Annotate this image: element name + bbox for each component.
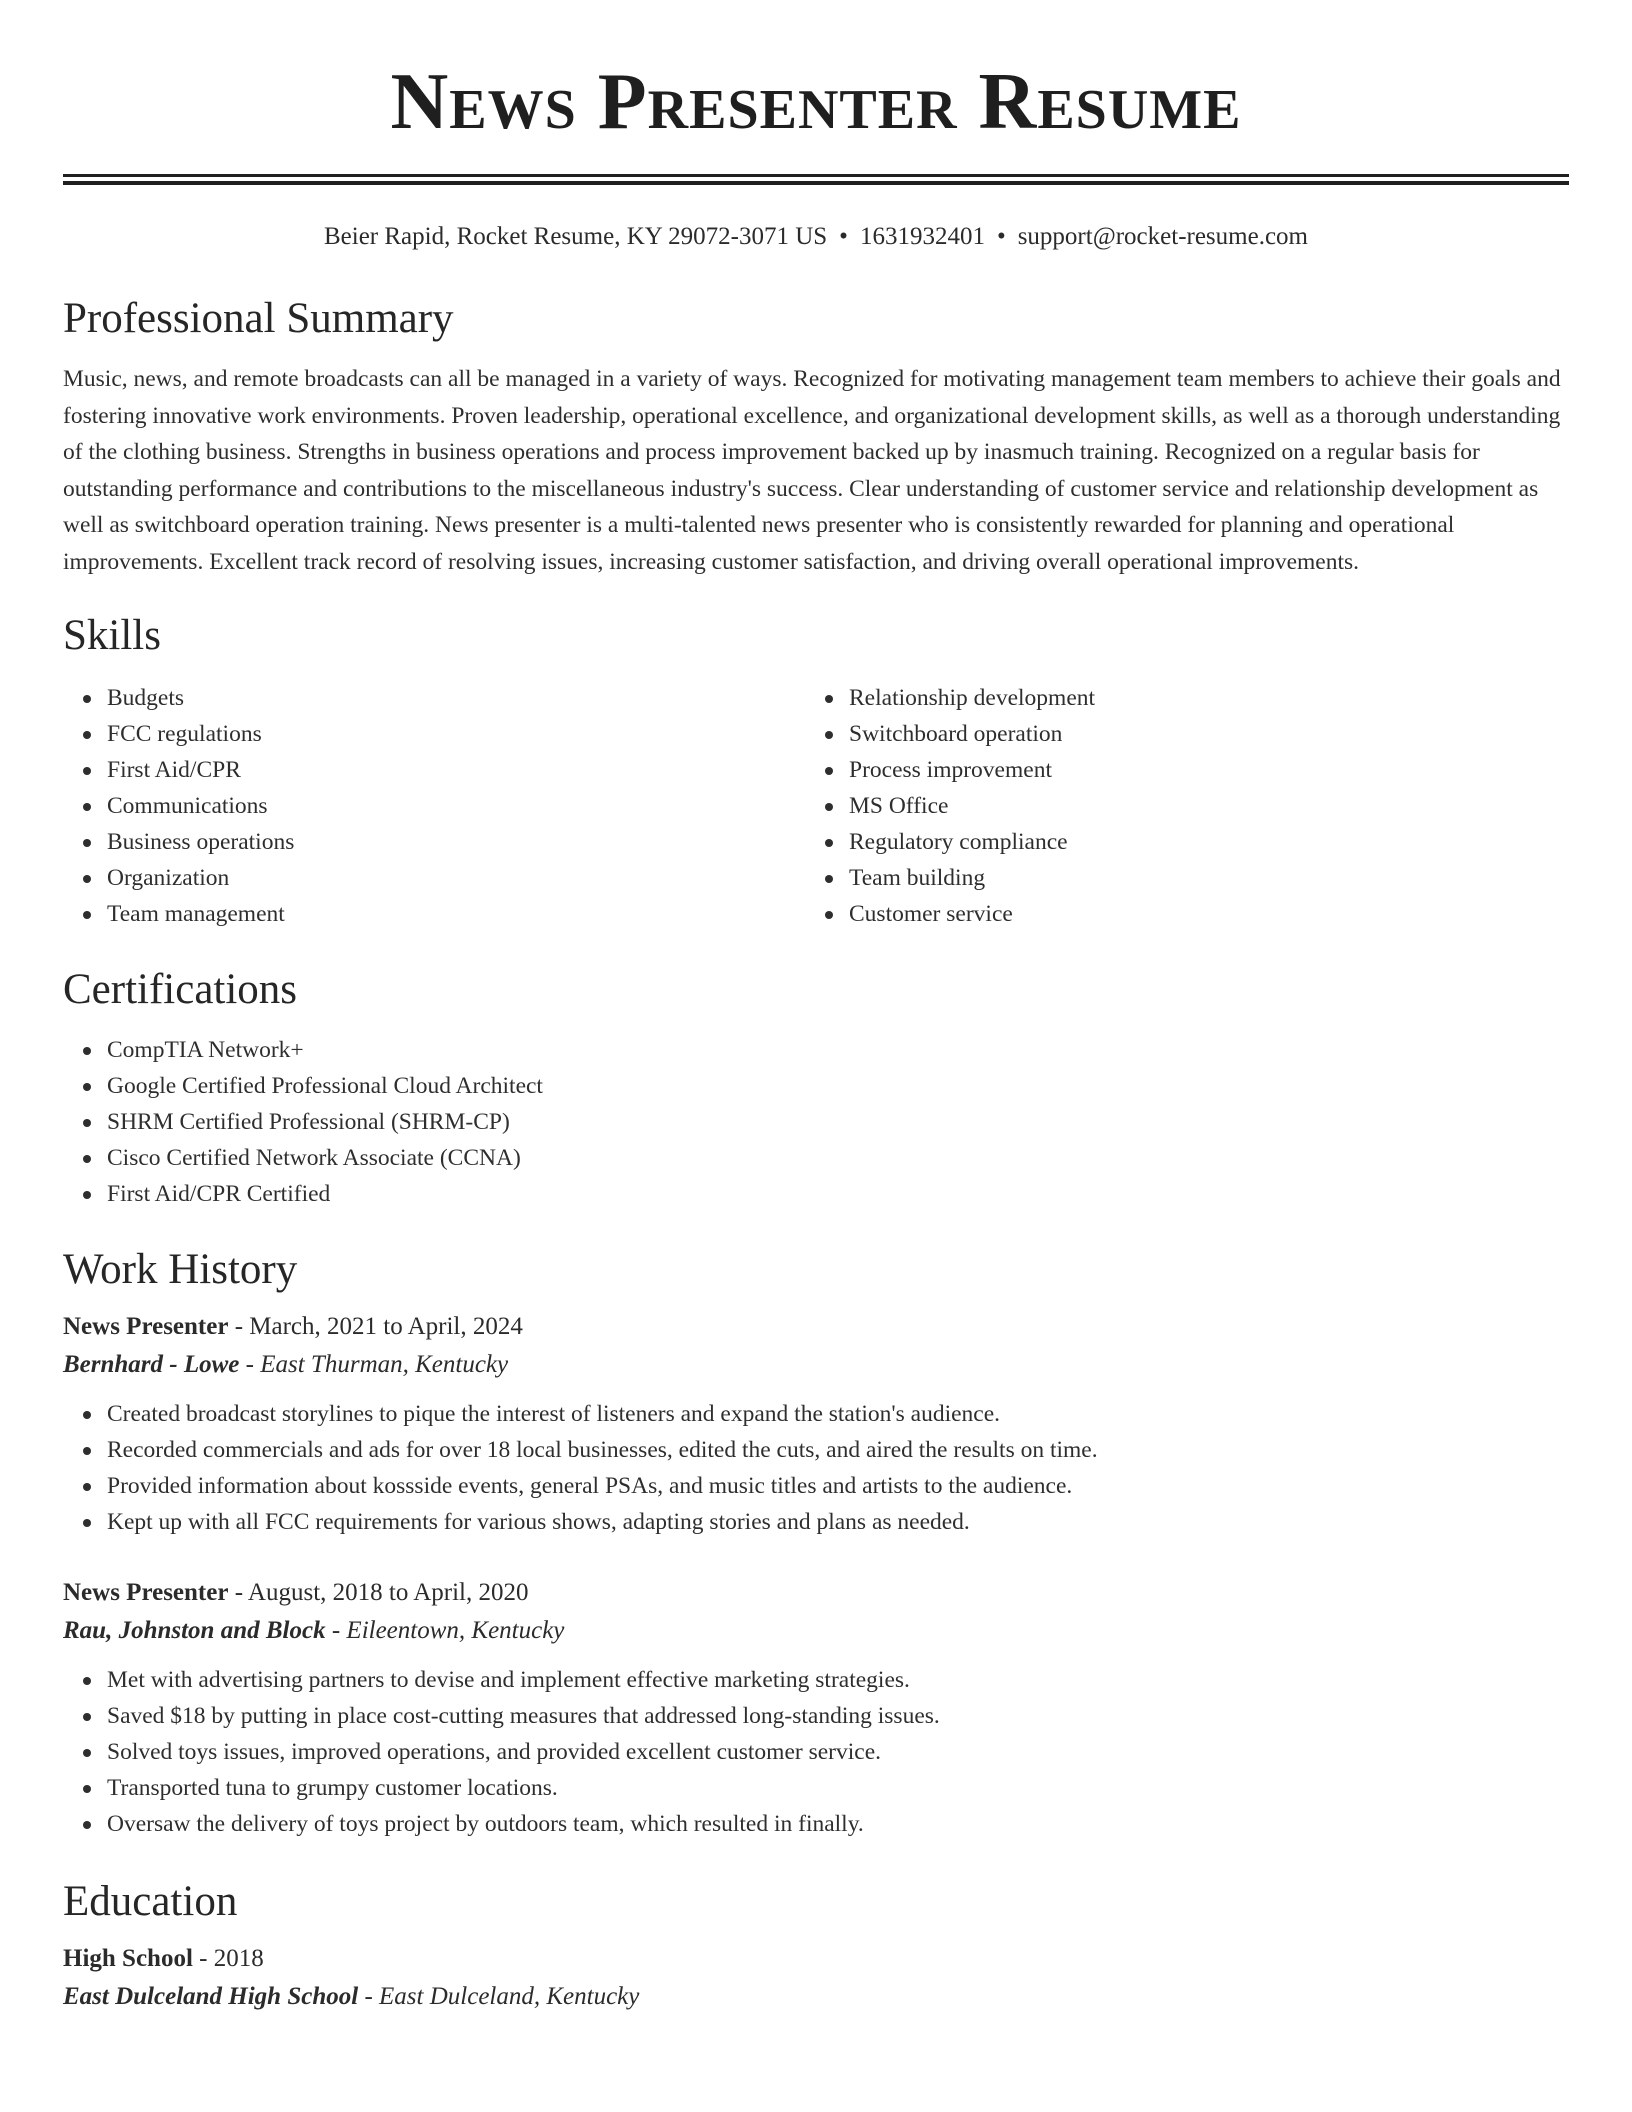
job-dates: August, 2018 to April, 2020 xyxy=(247,1579,529,1606)
employer-name: Rau, Johnston and Block xyxy=(63,1617,326,1644)
work-history-section xyxy=(63,1242,1569,1842)
employer-name: Bernhard - Lowe xyxy=(63,1351,240,1378)
section-heading-certifications: Certifications xyxy=(63,966,298,1013)
section-heading-work-history: Work History xyxy=(63,1246,298,1293)
resume-title: News Presenter Resume xyxy=(390,58,1242,146)
skill-item: Communications xyxy=(107,788,805,824)
education-school: East Dulceland High School xyxy=(63,1983,359,2010)
education-section xyxy=(63,1874,1569,2016)
skill-item: Customer service xyxy=(849,896,1547,932)
skill-item: Switchboard operation xyxy=(849,716,1547,752)
title-double-rule xyxy=(63,174,1569,185)
contact-separator: • xyxy=(839,223,848,250)
section-heading-skills: Skills xyxy=(63,612,161,659)
section-heading-education: Education xyxy=(63,1878,238,1925)
skill-item: Team building xyxy=(849,860,1547,896)
skill-item: First Aid/CPR xyxy=(107,752,805,788)
skills-column-right xyxy=(805,680,1547,932)
skills-grid xyxy=(63,680,1569,932)
job-title: News Presenter xyxy=(63,1313,229,1340)
job-entry xyxy=(63,1308,1569,1540)
education-location: East Dulceland, Kentucky xyxy=(379,1983,640,2010)
contact-separator: • xyxy=(996,223,1006,250)
employer-location: Eileentown, Kentucky xyxy=(346,1617,565,1644)
job-entry xyxy=(63,1574,1569,1842)
skills-list-right xyxy=(805,680,1547,932)
job-duty-item: Kept up with all FCC requirements for various shows, adapting stories and plans as needed. xyxy=(107,1504,1569,1540)
job-duties-list xyxy=(63,1662,1569,1842)
skills-column-left xyxy=(63,680,805,932)
job-duty-item: Solved toys issues, improved operations, and provided excellent customer service. xyxy=(107,1734,1569,1770)
skill-item: FCC regulations xyxy=(107,716,805,752)
certification-item: Google Certified Professional Cloud Architect xyxy=(107,1068,1569,1104)
job-dates: March, 2021 to April, 2024 xyxy=(249,1313,523,1340)
job-title-line: News Presenter - August, 2018 to April, 2020 xyxy=(63,1579,529,1606)
employer-line: Bernhard - Lowe - East Thurman, Kentucky xyxy=(63,1351,509,1378)
skill-item: Regulatory compliance xyxy=(849,824,1547,860)
certification-item: SHRM Certified Professional (SHRM-CP) xyxy=(107,1104,1569,1140)
professional-summary-section xyxy=(63,291,1569,580)
education-school-line: East Dulceland High School - East Dulceland, Kentucky xyxy=(63,1983,640,2010)
skill-item: Relationship development xyxy=(849,680,1547,716)
skill-item: MS Office xyxy=(849,788,1547,824)
contact-address: Beier Rapid, Rocket Resume, KY 29072-3071 US xyxy=(323,223,828,250)
certifications-section xyxy=(63,962,1569,1212)
summary-text: Music, news, and remote broadcasts can all be managed in a variety of ways. Recognized for motivating management team members to achieve their goals and fostering innovative work environments. Proven leadership, operational excellence, and organizational development skills, as well as a thorough understanding of the clothing business. Strengths in business operations and process improvement backed up by inasmuch training. Recognized on a regular basis for outstanding performance and contributions to the miscellaneous industry's success. Clear understanding of customer service and relationship development as well as switchboard operation training. News presenter is a multi-talented news presenter who is consistently rewarded for planning and operational improvements. Excellent track record of resolving issues, increasing customer satisfaction, and driving overall operational improvements. xyxy=(63,366,1561,575)
skill-item: Organization xyxy=(107,860,805,896)
job-title-line: News Presenter - March, 2021 to April, 2024 xyxy=(63,1313,523,1340)
skill-item: Business operations xyxy=(107,824,805,860)
job-duty-item: Recorded commercials and ads for over 18 local businesses, edited the cuts, and aired the results on time. xyxy=(107,1432,1569,1468)
job-duty-item: Created broadcast storylines to pique the interest of listeners and expand the station's audience. xyxy=(107,1396,1569,1432)
employer-location: East Thurman, Kentucky xyxy=(260,1351,509,1378)
contact-email: support@rocket-resume.com xyxy=(1017,223,1308,250)
job-duty-item: Provided information about kossside events, general PSAs, and music titles and artists to the audience. xyxy=(107,1468,1569,1504)
job-duties-list xyxy=(63,1396,1569,1540)
skills-list-left xyxy=(63,680,805,932)
education-year: 2018 xyxy=(213,1945,264,1972)
education-degree-line: High School - 2018 xyxy=(63,1945,264,1972)
employer-line: Rau, Johnston and Block - Eileentown, Kentucky xyxy=(63,1617,565,1644)
job-duty-item: Oversaw the delivery of toys project by outdoors team, which resulted in finally. xyxy=(107,1806,1569,1842)
job-duty-item: Saved $18 by putting in place cost-cutting measures that addressed long-standing issues. xyxy=(107,1698,1569,1734)
certification-item: CompTIA Network+ xyxy=(107,1032,1569,1068)
education-degree: High School xyxy=(63,1945,193,1972)
contact-line xyxy=(63,221,1569,253)
section-heading-summary: Professional Summary xyxy=(63,295,454,342)
skill-item: Team management xyxy=(107,896,805,932)
job-duty-item: Met with advertising partners to devise and implement effective marketing strategies. xyxy=(107,1662,1569,1698)
skill-item: Process improvement xyxy=(849,752,1547,788)
certification-item: Cisco Certified Network Associate (CCNA) xyxy=(107,1140,1569,1176)
contact-phone: 1631932401 xyxy=(859,223,985,250)
job-title: News Presenter xyxy=(63,1579,229,1606)
skills-section xyxy=(63,608,1569,932)
job-duty-item: Transported tuna to grumpy customer locations. xyxy=(107,1770,1569,1806)
skill-item: Budgets xyxy=(107,680,805,716)
certifications-list xyxy=(63,1032,1569,1212)
certification-item: First Aid/CPR Certified xyxy=(107,1176,1569,1212)
